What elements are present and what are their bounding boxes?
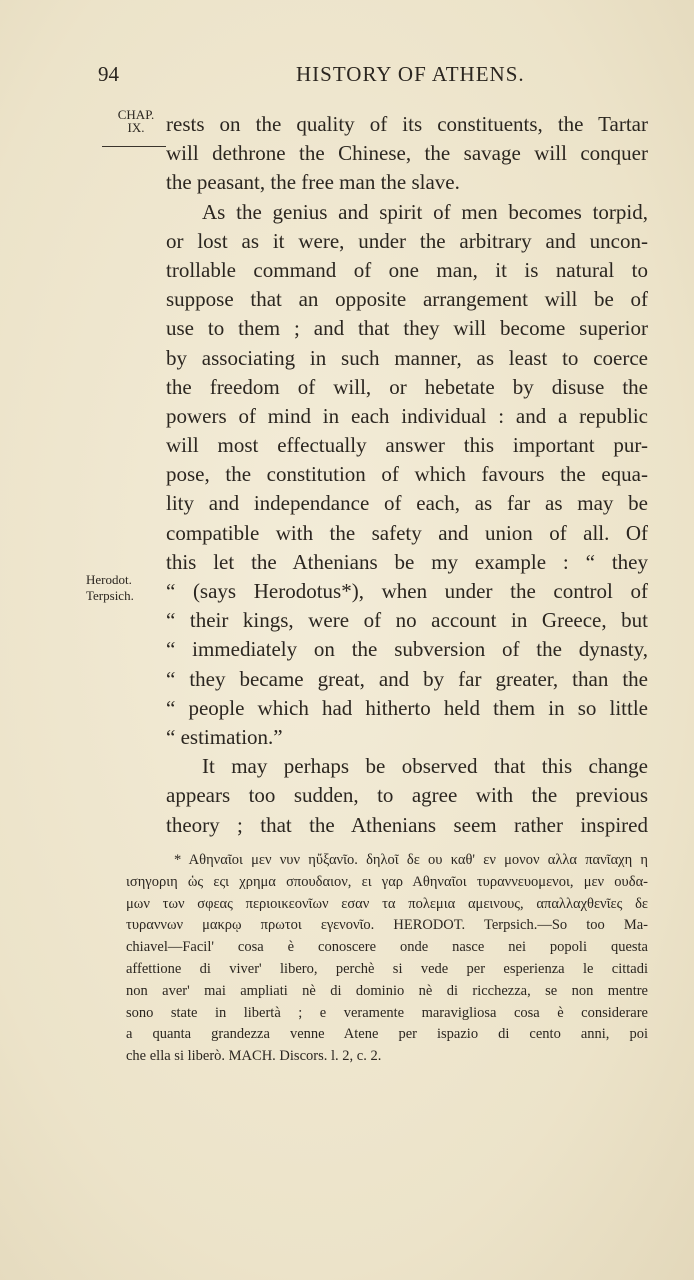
footnote-line: chiavel—Facil' cosa è conoscere onde nasce nei popoli questa [126, 939, 648, 956]
chapter-rule [102, 146, 166, 147]
chapter-label: CHAP. [117, 107, 155, 122]
footnote-line: * Αθηναῖοι μεν νυν ηὔξανῖο. δηλοῖ δε ου καθ' εν μονον αλλα πανῖαχη η [174, 852, 648, 868]
footnote-line: sono state in libertà ; e veramente maravigliosa cosa è considerare [126, 1004, 648, 1021]
footnote-line: affettione di viver' libero, perchè si vede per esperienza le cittadi [126, 960, 648, 977]
footnote-line: a quanta grandezza venne Atene per ispazio di cento anni, poi [126, 1026, 648, 1043]
body-line: As the genius and spirit of men becomes torpid, [202, 199, 648, 224]
page-number: 94 [98, 62, 119, 86]
body-line: “ immediately on the subversion of the dynasty, [166, 637, 648, 662]
body-line: use to them ; and that they will become superior [166, 316, 648, 341]
body-line: compatible with the safety and union of all. Of [166, 520, 648, 545]
chapter-number: IX. [127, 120, 145, 135]
side-note-author: Herodot. [86, 572, 132, 587]
body-line: It may perhaps be observed that this change [202, 754, 648, 779]
body-line: appears too sudden, to agree with the previous [166, 783, 648, 808]
body-line: or lost as it were, under the arbitrary and uncon- [166, 228, 648, 253]
body-line: trollable command of one man, it is natural to [166, 257, 648, 282]
footnote-line: che ella si liberò. MACH. Discors. l. 2, c. 2. [126, 1048, 382, 1065]
body-line: this let the Athenians be my example : “ they [166, 549, 648, 574]
footnote [126, 850, 648, 1068]
footnote-line: τυραννων μακρῳ πρωτοι εγενονῖο. HERODOT. Terpsich.—So too Ma- [126, 917, 648, 934]
body-line: will most effectually answer this important pur- [166, 433, 648, 458]
body-line: pose, the constitution of which favours the equa- [166, 462, 648, 487]
body-text [166, 110, 648, 840]
footnote-line: non aver' mai ampliati nè di dominio nè di ricchezza, se non mentre [126, 982, 648, 999]
body-line: suppose that an opposite arrangement will be of [166, 287, 648, 312]
body-line: “ they became great, and by far greater, than the [166, 666, 648, 691]
running-title: HISTORY OF ATHENS. [296, 62, 525, 86]
body-line: will dethrone the Chinese, the savage will conquer [166, 141, 648, 166]
body-line: theory ; that the Athenians seem rather inspired [166, 812, 648, 837]
body-line: “ people which had hitherto held them in so little [166, 695, 648, 720]
footnote-line: ισηγοριη ὡς εςι χρημα σπουδαιον, ει γαρ Αθηναῖοι τυραννευομενοι, μεν ουδα- [126, 873, 648, 890]
side-note-book: Terpsich. [86, 588, 134, 603]
body-line: the freedom of will, or hebetate by disuse the [166, 374, 648, 399]
body-line: by associating in such manner, as least to coerce [166, 345, 648, 370]
body-line: rests on the quality of its constituents, the Tartar [166, 112, 648, 136]
chapter-marker [112, 108, 160, 134]
side-note [86, 572, 156, 604]
body-line: “ their kings, were of no account in Greece, but [166, 608, 648, 633]
footnote-line: μων των σφεας περιοικεονῖων εσαν τα πολεμια αμεινους, απαλλαχθενῖες δε [126, 895, 648, 912]
body-line: “ (says Herodotus*), when under the control of [166, 579, 648, 603]
body-line: lity and independance of each, as far as may be [166, 491, 648, 516]
body-line: “ estimation.” [166, 724, 283, 749]
body-line: the peasant, the free man the slave. [166, 170, 460, 195]
body-line: powers of mind in each individual : and a republic [166, 403, 648, 428]
